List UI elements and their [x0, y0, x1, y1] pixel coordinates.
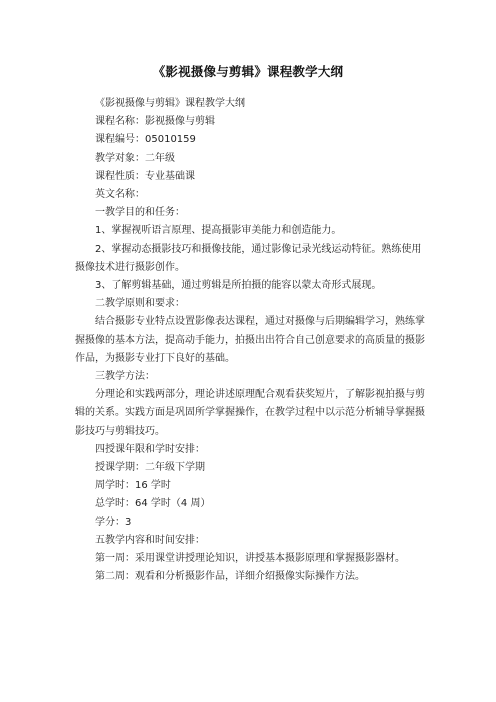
section-heading-goals: 一教学目的和任务： [95, 207, 185, 219]
section-heading-schedule: 四授课年限和学时安排： [95, 443, 205, 455]
paragraph-credits: 学分：3 [95, 516, 132, 528]
section-heading-content: 五教学内容和时间安排： [95, 534, 205, 546]
paragraph-course-type: 课程性质：专业基础课 [95, 170, 195, 182]
paragraph-semester: 授课学期：二年级下学期 [95, 462, 205, 474]
paragraph-goal-2: 2、掌握动态摄影技巧和摄像技能，通过影像记录光线运动特征。熟练使用摄像技术进行摄影创作。 [75, 243, 422, 273]
paragraph-week-2: 第二周：观看和分析摄影作品，详细介绍摄像实际操作方法。 [95, 571, 365, 583]
paragraph-goal-1: 1、掌握视听语言原理、提高摄影审美能力和创造能力。 [95, 225, 342, 237]
paragraph-course-code: 课程编号：05010159 [95, 134, 196, 146]
paragraph-week-1: 第一周：采用课堂讲授理论知识，讲授基本摄影原理和掌握摄影器材。 [95, 553, 405, 565]
paragraph-principles: 结合摄影专业特点设置影像表达课程，通过对摄像与后期编辑学习，熟练掌握摄像的基本方法，提高动手能力，拍摄出出符合自己创意要求的高质量的摄影作品，为摄影专业打下良好的基础。 [75, 316, 425, 364]
paragraph-methods: 分理论和实践两部分，理论讲述原理配合观看获奖短片，了解影视拍摄与剪辑的关系。实践方面是巩固所学掌握操作，在教学过程中以示范分析辅导掌握摄影技巧与剪辑技巧。 [75, 389, 425, 437]
paragraph-english-name: 英文名称： [95, 189, 145, 201]
document-title: 《影视摄像与剪辑》课程教学大纲 [152, 64, 344, 79]
section-heading-methods: 三教学方法： [95, 371, 155, 383]
section-heading-principles: 二教学原则和要求： [95, 298, 185, 310]
paragraph-total-hours: 总学时：64 学时（4 周） [95, 498, 211, 510]
paragraph-course-name: 课程名称：影视摄像与剪辑 [95, 116, 215, 128]
paragraph-target-students: 教学对象：二年级 [95, 152, 175, 164]
document-body [75, 95, 425, 586]
paragraph-weekly-hours: 周学时：16 学时 [95, 480, 171, 492]
paragraph-outline-heading: 《影视摄像与剪辑》课程教学大纲 [95, 98, 245, 109]
paragraph-goal-3: 3、了解剪辑基础，通过剪辑是所拍摄的能容以蒙太奇形式展现。 [95, 280, 382, 292]
